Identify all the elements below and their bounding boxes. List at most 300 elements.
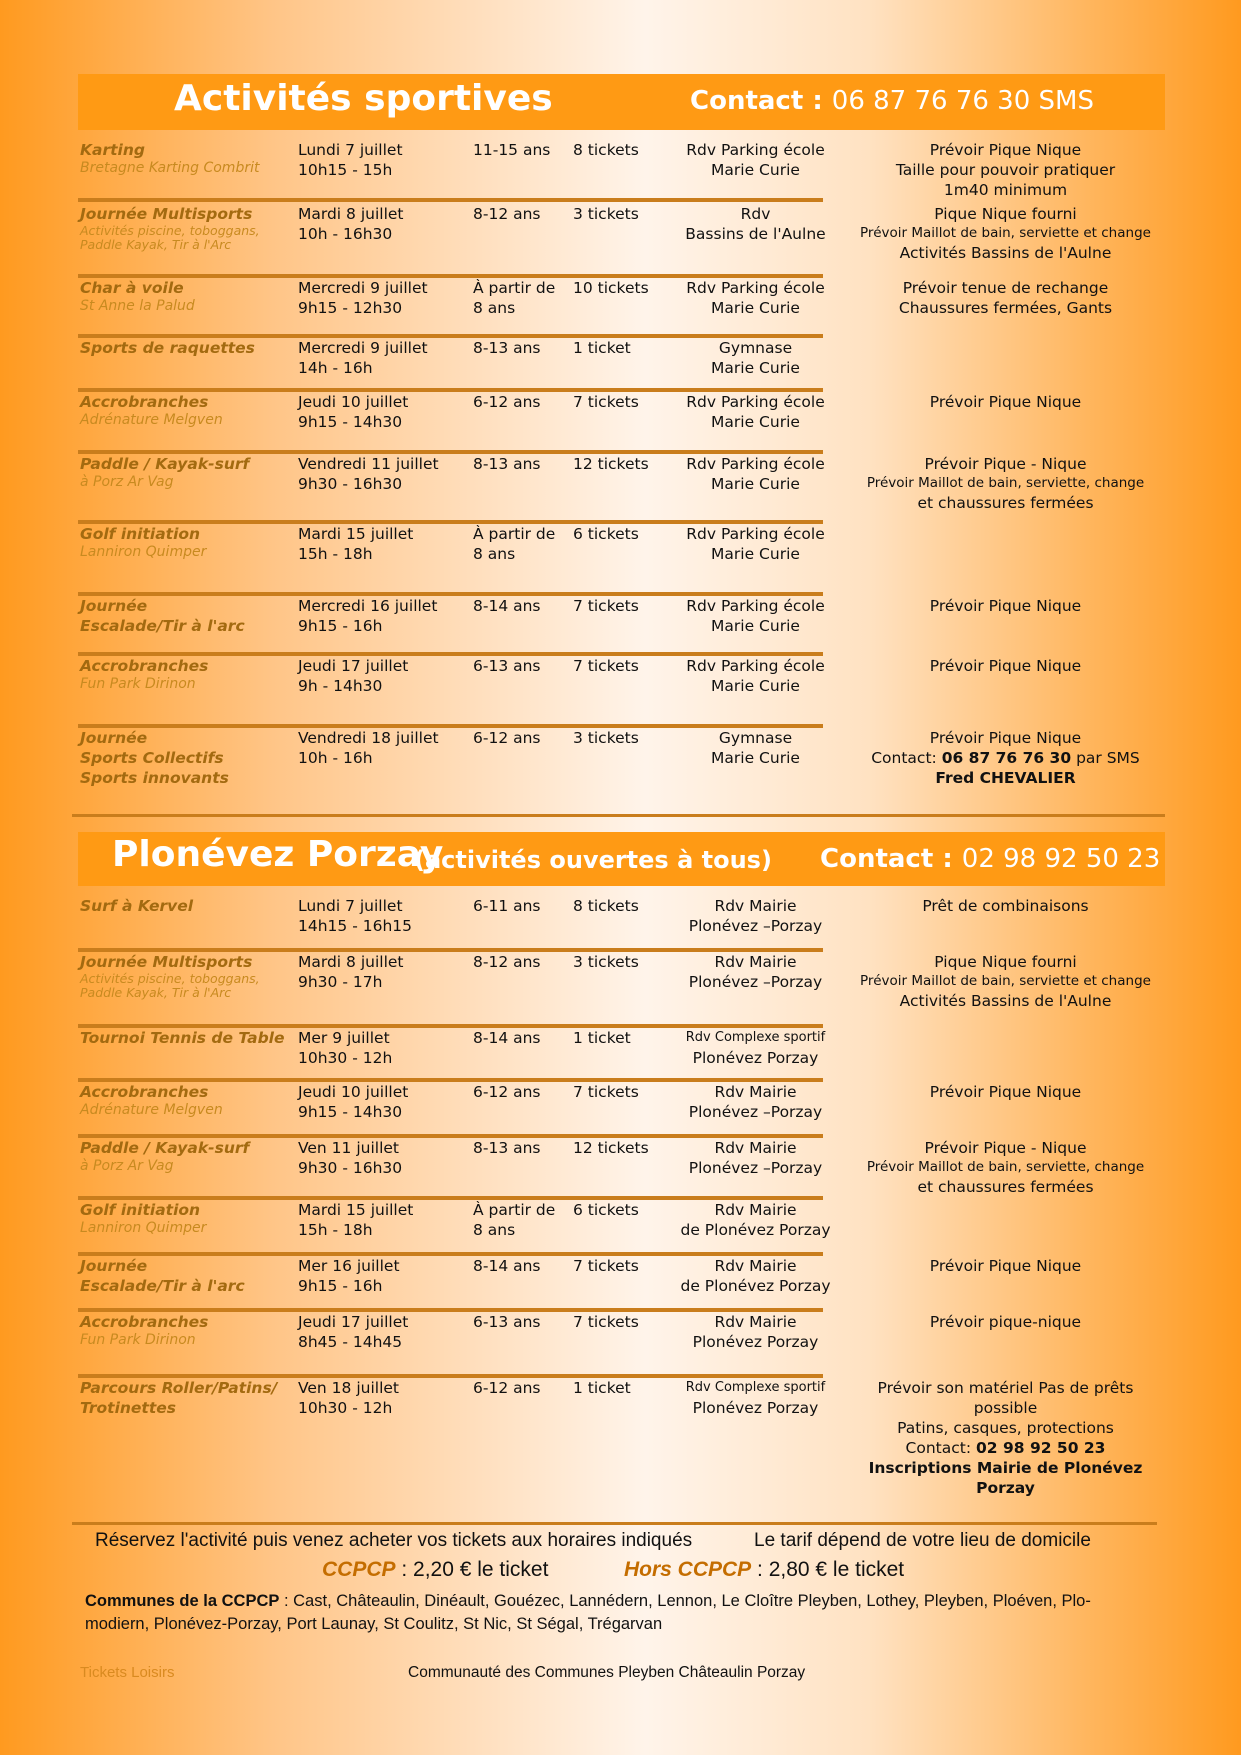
note-line-1: Prévoir Pique Nique	[929, 729, 1082, 747]
table-row	[78, 278, 1165, 338]
note-line-3: 1m40 minimum	[943, 181, 1068, 199]
date-day: Mercredi 9 juillet	[298, 339, 428, 357]
rdv-cell	[663, 278, 848, 318]
sport-contact-number: 06 87 76 76 30 SMS	[831, 86, 1094, 116]
activity-location: Escalade/Tir à l'arc	[80, 617, 245, 635]
activity-cell	[80, 1082, 290, 1119]
activity-name: Journée	[80, 729, 148, 747]
activity-cell	[80, 392, 290, 429]
table-row	[78, 524, 1165, 596]
rdv-line-1: Rdv Mairie	[714, 897, 797, 915]
ticket-count: 3 tickets	[573, 205, 639, 223]
activity-location: Lanniron Quimper	[80, 1220, 207, 1236]
rdv-line-2: Marie Curie	[711, 161, 800, 179]
activity-location: Activités piscine, toboggans, Paddle Kayak, Tir à l'Arc	[80, 223, 260, 252]
date-day: Jeudi 17 juillet	[298, 1313, 409, 1331]
date-hours: 9h15 - 14h30	[298, 1103, 403, 1121]
activity-location: Trotinettes	[80, 1399, 176, 1417]
ticket-count: 6 tickets	[573, 1201, 639, 1219]
activity-cell	[80, 596, 290, 636]
activity-cell	[80, 1200, 290, 1237]
activity-cell	[80, 1256, 290, 1296]
date-hours: 10h - 16h30	[298, 225, 393, 243]
date-hours: 8h45 - 14h45	[298, 1333, 403, 1351]
rdv-cell	[663, 454, 848, 494]
note-contact-label: Contact:	[871, 749, 937, 767]
note-line-2: Patins, casques, protections	[897, 1419, 1114, 1437]
date-day: Lundi 7 juillet	[298, 141, 403, 159]
sport-title: Activités sportives	[174, 78, 553, 119]
table-row	[78, 896, 1165, 952]
date-cell	[298, 524, 468, 564]
date-cell	[298, 656, 468, 696]
table-row	[78, 204, 1165, 278]
note-line-3: et chaussures fermées	[917, 1178, 1094, 1196]
plonevez-title: Plonévez Porzay	[112, 834, 444, 875]
date-day: Vendredi 18 juillet	[298, 729, 439, 747]
ticket-count: 12 tickets	[573, 455, 649, 473]
note-contact-number-2: 02 98 92 50 23	[976, 1439, 1106, 1457]
date-cell	[298, 952, 468, 992]
note-line-1: Prévoir Pique Nique	[929, 1083, 1082, 1101]
note-line-3: Activités Bassins de l'Aulne	[899, 992, 1112, 1010]
date-hours: 10h30 - 12h	[298, 1049, 393, 1067]
ticket-count: 7 tickets	[573, 1257, 639, 1275]
date-hours: 9h30 - 17h	[298, 973, 383, 991]
date-hours: 9h15 - 12h30	[298, 299, 403, 317]
activity-name: Parcours Roller/Patins/	[80, 1379, 278, 1397]
ticket-count: 7 tickets	[573, 597, 639, 615]
table-row	[78, 1256, 1165, 1312]
note-cell	[848, 204, 1163, 263]
rdv-line-2: Marie Curie	[711, 359, 800, 377]
rdv-line-1: Rdv Mairie	[714, 1313, 797, 1331]
date-day: Jeudi 10 juillet	[298, 393, 409, 411]
rdv-line-1: Rdv Parking école	[686, 393, 825, 411]
note-cell	[848, 1378, 1163, 1498]
date-hours: 10h30 - 12h	[298, 1399, 393, 1417]
table-row	[78, 1378, 1165, 1497]
activity-cell	[80, 896, 290, 916]
activity-location: Lanniron Quimper	[80, 544, 207, 560]
ticket-count: 3 tickets	[573, 953, 639, 971]
note-line-1: Prévoir Pique Nique	[929, 1257, 1082, 1275]
note-contact-suffix: par SMS	[1076, 749, 1140, 767]
note-line-2: Prévoir Maillot de bain, serviette, change	[866, 1159, 1145, 1175]
plonevez-contact	[820, 844, 1160, 874]
date-cell	[298, 896, 468, 936]
communes-label: Communes de la CCPCP	[85, 1592, 280, 1610]
date-cell	[298, 392, 468, 432]
age-range: 6-12 ans	[473, 1379, 541, 1397]
note-cell	[848, 1082, 1163, 1102]
price-line	[322, 1558, 548, 1582]
rdv-line-2: Marie Curie	[711, 475, 800, 493]
rdv-line-1: Rdv Mairie	[714, 1139, 797, 1157]
date-cell	[298, 1028, 468, 1068]
note-cell	[848, 392, 1163, 412]
activity-cell	[80, 454, 290, 491]
rdv-line-1: Rdv Parking école	[686, 597, 825, 615]
table-row	[78, 596, 1165, 656]
rdv-line-2: Plonévez –Porzay	[688, 1159, 823, 1177]
age-range: 8-13 ans	[473, 339, 541, 357]
activity-location: à Porz Ar Vag	[80, 1158, 174, 1174]
rdv-line-1: Rdv Mairie	[714, 1083, 797, 1101]
table-row	[78, 392, 1165, 454]
activity-name: Golf initiation	[80, 525, 201, 543]
table-row	[78, 140, 1165, 202]
table-row	[78, 728, 1165, 814]
communes-text-2: modiern, Plonévez-Porzay, Port Launay, St Coulitz, St Nic, St Ségal, Trégarvan	[85, 1615, 663, 1633]
rdv-line-2: Marie Curie	[711, 677, 800, 695]
note-contact-number: 06 87 76 76 30	[941, 749, 1072, 767]
activity-name: Journée Multisports	[80, 953, 253, 971]
activity-location: Activités piscine, toboggans, Paddle Kayak, Tir à l'Arc	[80, 971, 260, 1000]
note-cell	[848, 140, 1163, 200]
note-line-4: Inscriptions Mairie de Plonévez Porzay	[868, 1459, 1143, 1497]
note-cell	[848, 596, 1163, 616]
activity-name: Accrobranches	[80, 657, 209, 675]
note-line-1: Pique Nique fourni	[934, 205, 1077, 223]
age-range: 8-14 ans	[473, 597, 541, 615]
hors-price-line	[624, 1558, 904, 1582]
age-range: 6-12 ans	[473, 393, 541, 411]
note-line-1: Prévoir Pique Nique	[929, 597, 1082, 615]
activity-cell	[80, 140, 290, 177]
date-day: Mardi 15 juillet	[298, 525, 414, 543]
date-hours: 15h - 18h	[298, 1221, 373, 1239]
rdv-line-1: Rdv Parking école	[686, 657, 825, 675]
rdv-line-1: Gymnase	[718, 729, 793, 747]
communes-line	[85, 1590, 1160, 1636]
activity-cell	[80, 278, 290, 315]
activity-location: St Anne la Palud	[80, 298, 195, 314]
ticket-count: 7 tickets	[573, 1313, 639, 1331]
activity-location: Fun Park Dirinon	[80, 676, 196, 692]
date-day: Ven 11 juillet	[298, 1139, 399, 1157]
note-line-3: Fred CHEVALIER	[935, 769, 1076, 787]
ticket-count: 8 tickets	[573, 897, 639, 915]
date-day: Mercredi 9 juillet	[298, 279, 428, 297]
age-range: À partir de 8 ans	[473, 525, 556, 563]
date-hours: 14h - 16h	[298, 359, 373, 377]
note-cell	[848, 728, 1163, 788]
table-row	[78, 1028, 1165, 1082]
ticket-count: 7 tickets	[573, 393, 639, 411]
rdv-line-2: Plonévez Porzay	[692, 1333, 819, 1351]
date-hours: 10h - 16h	[298, 749, 373, 767]
date-day: Mardi 8 juillet	[298, 953, 404, 971]
note-line-2: Taille pour pouvoir pratiquer	[895, 161, 1116, 179]
date-hours: 15h - 18h	[298, 545, 373, 563]
date-day: Ven 18 juillet	[298, 1379, 399, 1397]
ticket-count: 1 ticket	[573, 1029, 631, 1047]
date-cell	[298, 204, 468, 244]
rdv-line-2: Marie Curie	[711, 413, 800, 431]
date-day: Mercredi 16 juillet	[298, 597, 438, 615]
activity-location: Adrénature Melgven	[80, 1102, 223, 1118]
activity-location: Escalade/Tir à l'arc	[80, 1277, 245, 1295]
rdv-cell	[663, 1312, 848, 1352]
note-line-1: Prévoir pique-nique	[929, 1313, 1082, 1331]
rdv-cell	[663, 1028, 848, 1068]
age-range: 11-15 ans	[473, 141, 551, 159]
activity-cell	[80, 204, 290, 252]
activity-name: Journée Multisports	[80, 205, 253, 223]
ticket-count: 7 tickets	[573, 657, 639, 675]
activity-location: à Porz Ar Vag	[80, 474, 174, 490]
rdv-line-2: Plonévez Porzay	[692, 1049, 819, 1067]
note-line-3: et chaussures fermées	[917, 494, 1094, 512]
plonevez-contact-number: 02 98 92 50 23	[961, 844, 1161, 874]
activity-location: Fun Park Dirinon	[80, 1332, 196, 1348]
rdv-line-2: Plonévez –Porzay	[688, 973, 823, 991]
ticket-count: 10 tickets	[573, 279, 649, 297]
date-cell	[298, 338, 468, 378]
rdv-cell	[663, 728, 848, 768]
date-cell	[298, 596, 468, 636]
table-row	[78, 656, 1165, 728]
table-row	[78, 1312, 1165, 1378]
tarif-text: Le tarif dépend de votre lieu de domicile	[754, 1530, 1091, 1551]
activity-location: Bretagne Karting Combrit	[80, 160, 260, 176]
ticket-count: 12 tickets	[573, 1139, 649, 1157]
rdv-cell	[663, 952, 848, 992]
date-cell	[298, 1200, 468, 1240]
activity-cell	[80, 338, 290, 358]
note-cell	[848, 1138, 1163, 1197]
date-cell	[298, 728, 468, 768]
rdv-line-1: Gymnase	[718, 339, 793, 357]
age-range: À partir de 8 ans	[473, 1201, 556, 1239]
rdv-line-1: Rdv Parking école	[686, 141, 825, 159]
rdv-cell	[663, 338, 848, 378]
rdv-line-1: Rdv Complexe sportif	[685, 1030, 826, 1045]
plonevez-header-band	[78, 832, 1165, 886]
age-range: 6-13 ans	[473, 1313, 541, 1331]
ticket-count: 8 tickets	[573, 141, 639, 159]
note-line-3: Activités Bassins de l'Aulne	[899, 244, 1112, 262]
note-line-1: Prévoir Pique Nique	[929, 393, 1082, 411]
ticket-count: 3 tickets	[573, 729, 639, 747]
activity-location: Sports Collectifs	[80, 749, 224, 767]
ticket-count: 6 tickets	[573, 525, 639, 543]
date-hours: 9h - 14h30	[298, 677, 383, 695]
date-hours: 9h15 - 14h30	[298, 413, 403, 431]
rdv-cell	[663, 1200, 848, 1240]
rdv-line-1: Rdv Parking école	[686, 455, 825, 473]
rdv-line-1: Rdv Mairie	[714, 1201, 797, 1219]
note-line-2: Prévoir Maillot de bain, serviette et change	[860, 225, 1151, 241]
date-day: Lundi 7 juillet	[298, 897, 403, 915]
date-day: Mer 16 juillet	[298, 1257, 400, 1275]
ticket-count: 1 ticket	[573, 339, 631, 357]
age-range: 8-14 ans	[473, 1029, 541, 1047]
ccpcp-price: : 2,20 € le ticket	[401, 1558, 549, 1581]
activity-cell	[80, 1138, 290, 1175]
rdv-cell	[663, 1256, 848, 1296]
rdv-cell	[663, 1138, 848, 1178]
date-day: Mer 9 juillet	[298, 1029, 390, 1047]
date-day: Vendredi 11 juillet	[298, 455, 439, 473]
note-line-1: Prévoir son matériel Pas de prêts possible	[877, 1379, 1134, 1417]
note-line-1: Prévoir Pique - Nique	[924, 455, 1087, 473]
ticket-count: 7 tickets	[573, 1083, 639, 1101]
age-range: 6-12 ans	[473, 1083, 541, 1101]
activity-name: Golf initiation	[80, 1201, 201, 1219]
date-hours: 9h15 - 16h	[298, 1277, 383, 1295]
note-line-2: Prévoir Maillot de bain, serviette, change	[866, 475, 1145, 491]
plonevez-bottom-divider	[72, 1522, 1157, 1525]
activity-cell	[80, 728, 290, 788]
hors-ccpcp-price: : 2,80 € le ticket	[757, 1558, 905, 1581]
activity-name: Sports de raquettes	[80, 339, 255, 357]
rdv-line-2: Plonévez –Porzay	[688, 917, 823, 935]
note-line-1: Prévoir Pique Nique	[929, 141, 1082, 159]
activity-name: Accrobranches	[80, 1083, 209, 1101]
age-range: 8-14 ans	[473, 1257, 541, 1275]
activity-name: Accrobranches	[80, 393, 209, 411]
date-hours: 9h30 - 16h30	[298, 1159, 403, 1177]
rdv-line-2: Marie Curie	[711, 545, 800, 563]
note-line-2: Prévoir Maillot de bain, serviette et change	[860, 973, 1151, 989]
note-line-1: Prévoir tenue de rechange	[902, 279, 1109, 297]
note-line-1: Pique Nique fourni	[934, 953, 1077, 971]
date-cell	[298, 140, 468, 180]
table-row	[78, 1082, 1165, 1138]
note-cell	[848, 454, 1163, 513]
rdv-cell	[663, 392, 848, 432]
activity-location-2: Sports innovants	[80, 769, 229, 787]
rdv-cell	[663, 204, 848, 244]
age-range: 6-12 ans	[473, 729, 541, 747]
sport-contact	[690, 86, 1094, 116]
table-row	[78, 338, 1165, 392]
rdv-cell	[663, 896, 848, 936]
hors-ccpcp-label: Hors CCPCP	[624, 1558, 752, 1581]
activity-name: Paddle / Kayak-surf	[80, 1139, 250, 1157]
rdv-line-2: Bassins de l'Aulne	[685, 225, 826, 243]
rdv-cell	[663, 1378, 848, 1418]
sport-contact-label: Contact :	[690, 86, 823, 116]
age-range: 8-13 ans	[473, 1139, 541, 1157]
date-day: Mardi 15 juillet	[298, 1201, 414, 1219]
note-cell	[848, 278, 1163, 318]
sport-bottom-divider	[72, 814, 1165, 817]
note-cell	[848, 656, 1163, 676]
rdv-line-1: Rdv	[740, 205, 771, 223]
activity-name: Journée	[80, 1257, 148, 1275]
rdv-line-1: Rdv Mairie	[714, 1257, 797, 1275]
reserve-text: Réservez l'activité puis venez acheter vos tickets aux horaires indiqués	[95, 1530, 693, 1551]
age-range: 6-11 ans	[473, 897, 541, 915]
communes-text: : Cast, Châteaulin, Dinéault, Gouézec, Lannédern, Lennon, Le Cloître Pleyben, Lothey, Pleyben, Ploéven, Plo-	[283, 1592, 1091, 1610]
note-contact-label-2: Contact:	[905, 1439, 972, 1457]
age-range: 6-13 ans	[473, 657, 541, 675]
rdv-line-2: Marie Curie	[711, 299, 800, 317]
activity-location: Adrénature Melgven	[80, 412, 223, 428]
rdv-line-2: Plonévez Porzay	[692, 1399, 819, 1417]
note-line-2: Chaussures fermées, Gants	[898, 299, 1113, 317]
date-day: Jeudi 17 juillet	[298, 657, 409, 675]
ticket-count: 1 ticket	[573, 1379, 631, 1397]
activity-cell	[80, 656, 290, 693]
note-line-3-composite	[848, 1438, 1163, 1458]
activity-name: Surf à Kervel	[80, 897, 194, 915]
note-cell	[848, 1256, 1163, 1276]
date-hours: 9h30 - 16h30	[298, 475, 403, 493]
rdv-cell	[663, 524, 848, 564]
activity-name: Karting	[80, 141, 145, 159]
note-cell	[848, 952, 1163, 1011]
note-line-1: Prêt de combinaisons	[922, 897, 1089, 915]
activity-name: Journée	[80, 597, 148, 615]
rdv-line-1: Rdv Parking école	[686, 279, 825, 297]
age-range: 8-13 ans	[473, 455, 541, 473]
date-hours: 14h15 - 16h15	[298, 917, 412, 935]
rdv-line-1: Rdv Complexe sportif	[685, 1380, 826, 1395]
rdv-line-1: Rdv Mairie	[714, 953, 797, 971]
date-cell	[298, 1082, 468, 1122]
date-cell	[298, 1312, 468, 1352]
tickets-loisirs: Tickets Loisirs	[80, 1664, 175, 1681]
communaute-text: Communauté des Communes Pleyben Châteaulin Porzay	[408, 1664, 806, 1681]
note-line-1: Prévoir Pique - Nique	[924, 1139, 1087, 1157]
date-cell	[298, 1138, 468, 1178]
activity-cell	[80, 1028, 290, 1048]
note-line-1: Prévoir Pique Nique	[929, 657, 1082, 675]
date-hours: 9h15 - 16h	[298, 617, 383, 635]
activity-cell	[80, 1312, 290, 1349]
date-cell	[298, 278, 468, 318]
table-row	[78, 1138, 1165, 1200]
date-cell	[298, 1256, 468, 1296]
age-range: 8-12 ans	[473, 205, 541, 223]
rdv-line-2: de Plonévez Porzay	[680, 1221, 831, 1239]
rdv-line-2: Marie Curie	[711, 749, 800, 767]
age-range: À partir de 8 ans	[473, 279, 556, 317]
table-row	[78, 952, 1165, 1028]
plonevez-contact-label: Contact :	[820, 844, 953, 874]
rdv-cell	[663, 656, 848, 696]
rdv-cell	[663, 140, 848, 180]
activity-cell	[80, 524, 290, 561]
date-cell	[298, 1378, 468, 1418]
activity-name: Tournoi Tennis de Table	[80, 1029, 285, 1047]
activity-cell	[80, 952, 290, 1000]
activity-cell	[80, 1378, 290, 1418]
row-divider	[78, 198, 823, 202]
rdv-line-2: Marie Curie	[711, 617, 800, 635]
rdv-cell	[663, 596, 848, 636]
note-line-2-composite	[848, 748, 1163, 768]
rdv-line-1: Rdv Parking école	[686, 525, 825, 543]
ccpcp-label: CCPCP	[322, 1558, 396, 1581]
rdv-line-2: de Plonévez Porzay	[680, 1277, 831, 1295]
age-range: 8-12 ans	[473, 953, 541, 971]
date-hours: 10h15 - 15h	[298, 161, 393, 179]
table-row	[78, 1200, 1165, 1256]
activity-name: Char à voile	[80, 279, 184, 297]
activity-name: Accrobranches	[80, 1313, 209, 1331]
date-cell	[298, 454, 468, 494]
date-day: Jeudi 10 juillet	[298, 1083, 409, 1101]
sport-header-band	[78, 74, 1165, 130]
note-cell	[848, 1312, 1163, 1332]
table-row	[78, 454, 1165, 524]
note-cell	[848, 896, 1163, 916]
